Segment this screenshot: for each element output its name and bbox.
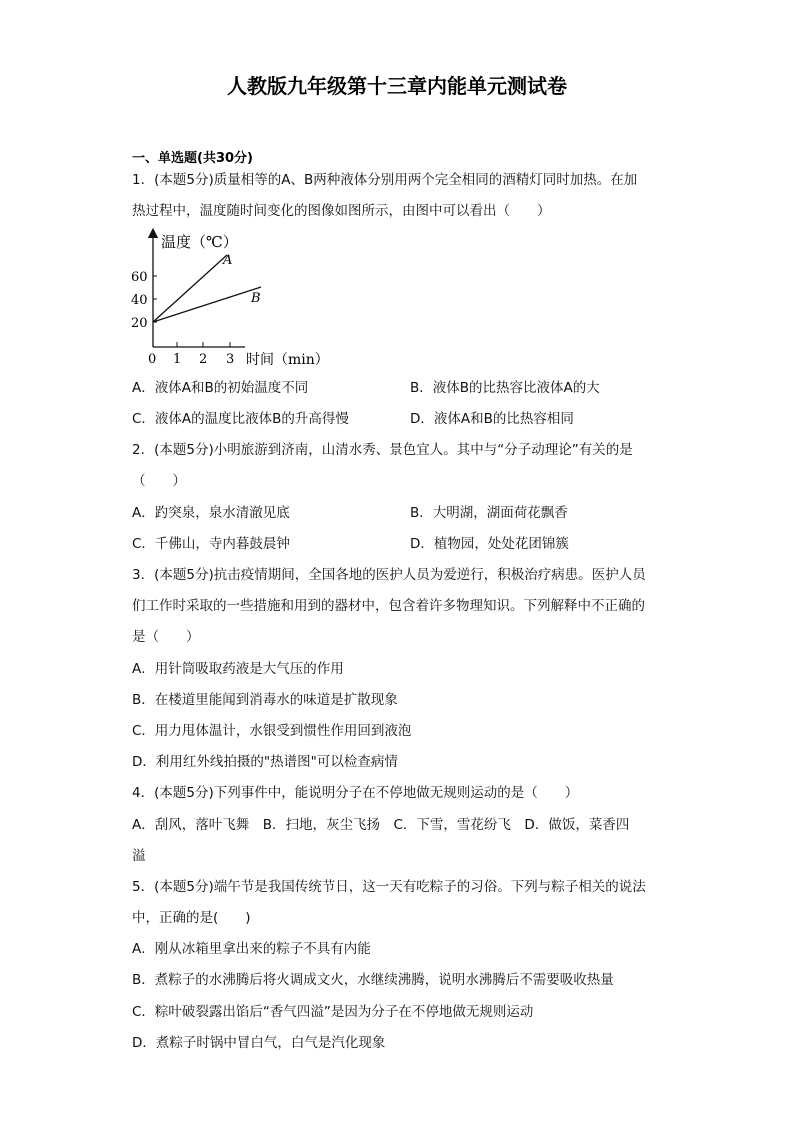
q3-option-d[interactable]: D．利用红外线拍摄的"热谱图"可以检查病情 — [132, 754, 398, 770]
q1-stem-line2: 热过程中，温度随时间变化的图像如图所示，由图中可以看出（ ） — [132, 203, 551, 219]
q2-stem-line2: （ ） — [132, 473, 186, 489]
line-a-label: A — [223, 253, 233, 268]
document-title: 人教版九年级第十三章内能单元测试卷 — [227, 74, 567, 98]
q5-option-d[interactable]: D．煮粽子时锅中冒白气，白气是汽化现象 — [132, 1035, 386, 1051]
q5-stem-line2: 中，正确的是( ) — [132, 910, 251, 926]
q4-stem-line1: 4．(本题5分)下列事件中，能说明分子在不停地做无规则运动的是（ ） — [132, 785, 579, 801]
q2-stem-line1: 2．(本题5分)小明旅游到济南，山清水秀、景色宜人。其中与“分子动理论”有关的是 — [132, 442, 633, 458]
x-tick-label-3: 3 — [226, 352, 235, 367]
q1-option-b[interactable]: B．液体B的比热容比液体A的大 — [410, 380, 600, 396]
q2-option-d[interactable]: D．植物园，处处花团锦簇 — [410, 536, 569, 552]
q4-options-wrap: 溢 — [132, 848, 146, 864]
q1-option-a[interactable]: A．液体A和B的初始温度不同 — [132, 380, 309, 396]
x-axis-label: 时间（min） — [246, 352, 329, 368]
section-heading: 一、单选题(共30分) — [132, 151, 253, 166]
q3-option-b[interactable]: B．在楼道里能闻到消毒水的味道是扩散现象 — [132, 692, 398, 708]
q3-stem-line3: 是（ ） — [132, 629, 200, 645]
line-b-label: B — [251, 291, 261, 306]
x-tick-label-2: 2 — [199, 352, 208, 367]
line-a — [153, 255, 227, 322]
q3-option-c[interactable]: C．用力甩体温计，水银受到惯性作用回到液泡 — [132, 723, 412, 739]
q5-option-b[interactable]: B．煮粽子的水沸腾后将火调成文火，水继续沸腾，说明水沸腾后不需要吸收热量 — [132, 972, 614, 988]
q3-option-a[interactable]: A．用针筒吸取药液是大气压的作用 — [132, 661, 344, 677]
y-tick-label-40: 40 — [131, 293, 148, 308]
q1-option-c[interactable]: C．液体A的温度比液体B的升高得慢 — [132, 411, 349, 427]
q3-stem-line1: 3．(本题5分)抗击疫情期间，全国各地的医护人员为爱逆行，积极治疗病患。医护人员 — [132, 567, 646, 583]
line-b — [153, 287, 261, 322]
y-axis-label: 温度（℃） — [161, 233, 238, 251]
x-tick-label-1: 1 — [173, 352, 182, 367]
q2-option-c[interactable]: C．千佛山，寺内暮鼓晨钟 — [132, 536, 290, 552]
y-tick-label-60: 60 — [131, 270, 148, 285]
q2-option-a[interactable]: A．趵突泉，泉水清澈见底 — [132, 505, 290, 521]
q5-stem-line1: 5．(本题5分)端午节是我国传统节日，这一天有吃粽子的习俗。下列与粽子相关的说法 — [132, 879, 646, 895]
q4-options[interactable]: A．刮风，落叶飞舞 B．扫地，灰尘飞扬 C．下雪，雪花纷飞 D．做饭，菜香四 — [132, 817, 630, 833]
q1-option-d[interactable]: D．液体A和B的比热容相同 — [410, 411, 574, 427]
q3-stem-line2: 们工作时采取的一些措施和用到的器材中，包含着许多物理知识。下列解释中不正确的 — [132, 598, 645, 614]
temperature-time-graph — [131, 225, 350, 370]
q1-stem-line1: 1．(本题5分)质量相等的A、B两种液体分别用两个完全相同的酒精灯同时加热。在加 — [132, 172, 638, 188]
q5-option-a[interactable]: A．刚从冰箱里拿出来的粽子不具有内能 — [132, 941, 371, 957]
origin-label: 0 — [148, 352, 157, 367]
q2-option-b[interactable]: B．大明湖，湖面荷花飘香 — [410, 505, 568, 521]
q5-option-c[interactable]: C．粽叶破裂露出馅后“香气四溢”是因为分子在不停地做无规则运动 — [132, 1004, 534, 1020]
y-tick-label-20: 20 — [131, 316, 148, 331]
